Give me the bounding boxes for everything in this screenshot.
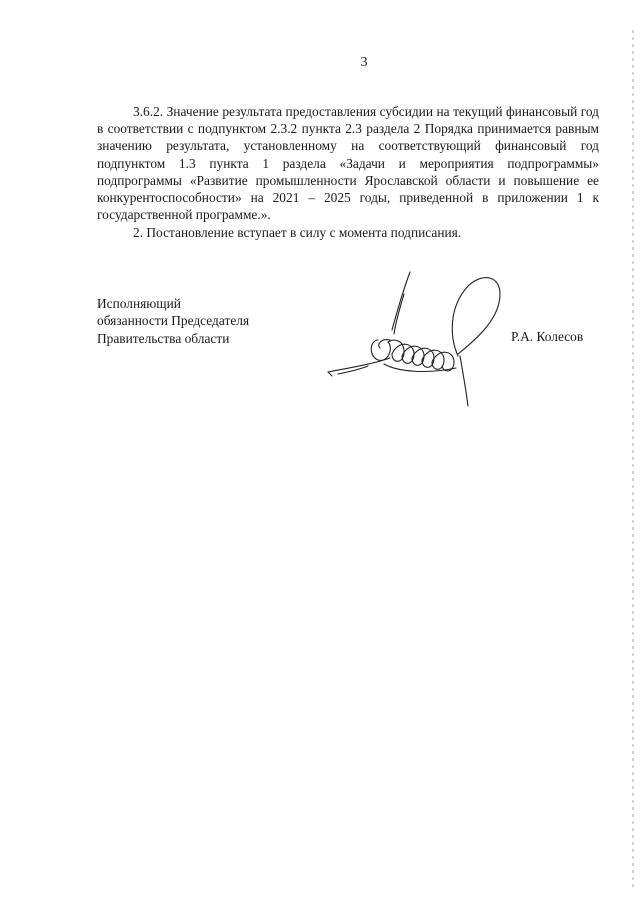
handwritten-signature: [318, 268, 518, 413]
signer-name: Р.А. Колесов: [511, 329, 584, 344]
paragraph-3-6-2: 3.6.2. Значение результата предоставления субсидии на текущий финансовый год в соответствии с подпунктом 2.3.2 пункта 2.3 раздела 2 Порядка принимается равным значению результата, установленному на соответствующий финансовый год подпунктом 1.3 пункта 1 раздела «Задачи и мероприятия подпрограммы» подпрограммы «Развитие промышленности Ярославской области и повышение ее конкурентоспособности» на 2021 – 2025 годы, приведенной в приложении 1 к государственной программе.».: [97, 104, 599, 223]
signatory-title-line-3: Правительства области: [97, 330, 230, 346]
scan-edge-artifact: [632, 30, 634, 890]
paragraph-2: 2. Постановление вступает в силу с момента подписания.: [133, 225, 462, 241]
signatory-title-line-2: обязанности Председателя: [97, 313, 250, 329]
page-number: 3: [360, 55, 368, 70]
document-body: [97, 103, 599, 242]
signatory-title: [97, 295, 249, 347]
signatory-title-line-1: Исполняющий: [97, 296, 181, 311]
